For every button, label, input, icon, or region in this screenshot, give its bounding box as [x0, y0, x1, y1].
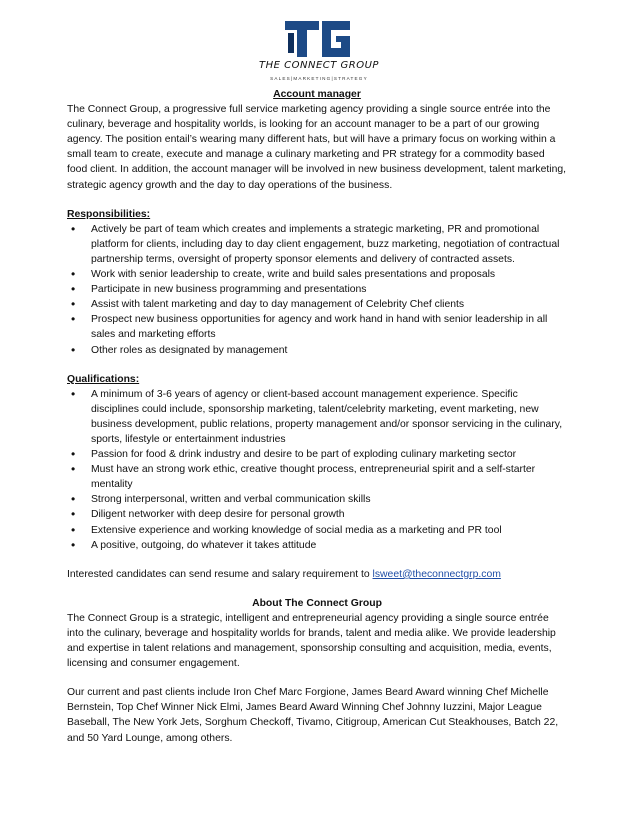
email-link[interactable]: lsweet@theconnectgrp.com	[372, 568, 501, 580]
logo-tagline: SALES|MARKETING|STRATEGY	[270, 76, 368, 81]
list-item: • Other roles as designated by management	[67, 343, 567, 358]
list-item: • Participate in new business programming and presentations	[67, 282, 567, 297]
job-intro: The Connect Group, a progressive full service marketing agency providing a single source entrée into the culinary, beverage and hospitality worlds, is looking for an account manager to be a part of our growing agency. The position entail’s wearing many different hats, but will have a primary focus on working within a small team to create, execute and manage a culinary marketing and PR strategy for a commodity based food client. In addition, the account manager will be involved in new business development, talent marketing, strategic agency growth and the day to day operations of the business.	[67, 104, 567, 191]
qualifications-list	[67, 387, 567, 553]
about-paragraph-2: Our current and past clients include Iron Chef Marc Forgione, James Beard Award winning Chef Michelle Bernstein, Top Chef Winner Nick Elmi, James Beard Award Winning Chef Johnny Iuzzini, Major League Baseball, The New York Jets, Sorghum Checkoff, Tivamo, Citigroup, American Cut Steakhouses, Batch 22, and 50 Yard Lounge, among others.	[67, 687, 559, 744]
apply-text: Interested candidates can send resume and salary requirement to	[67, 568, 373, 580]
responsibilities-heading: Responsibilities:	[67, 208, 151, 220]
list-item: • A positive, outgoing, do whatever it takes attitude	[67, 538, 567, 553]
about-paragraph-1: The Connect Group is a strategic, intelligent and entrepreneurial agency providing a single source entrée into the culinary, beverage and hospitality worlds for brands, talent and media alike. We provide leadership and expertise in talent relations and management, sponsorship consulting and acquisition, media, events, licensing and consumer engagement.	[67, 612, 556, 670]
logo-name: THE CONNECT GROUP	[259, 60, 379, 71]
list-item: • Extensive experience and working knowledge of social media as a marketing and PR tool	[67, 523, 567, 538]
qualifications-heading: Qualifications:	[67, 373, 140, 385]
list-item: • A minimum of 3-6 years of agency or client-based account management experience. Specific disciplines could include, sponsorship marketing, talent/celebrity marketing, event marketing, new business development, public relations, property management and/or sponsor servicing in the culinary, sports, lifestyle or entertainment industries	[67, 387, 567, 447]
list-item: • Diligent networker with deep desire for personal growth	[67, 507, 567, 522]
responsibilities-list	[67, 222, 567, 358]
about-title: About The Connect Group	[252, 597, 382, 609]
list-item: • Passion for food & drink industry and desire to be part of exploding culinary marketing sector	[67, 447, 567, 462]
company-logo	[230, 18, 405, 80]
list-item: • Strong interpersonal, written and verbal communication skills	[67, 492, 567, 507]
apply-line	[67, 567, 567, 582]
list-item: • Assist with talent marketing and day to day management of Celebrity Chef clients	[67, 297, 567, 312]
list-item: • Prospect new business opportunities for agency and work hand in hand with senior leadership in all sales and marketing efforts	[67, 312, 567, 342]
list-item: • Actively be part of team which creates and implements a strategic marketing, PR and promotional platform for clients, including day to day client engagement, buzz marketing, negotiation of contractual partnership terms, oversight of property sponsor elements and delivery of contracted assets.	[67, 222, 567, 267]
document-body	[67, 85, 567, 746]
list-item: • Must have an strong work ethic, creative thought process, entrepreneurial spirit and a self-starter mentality	[67, 462, 567, 492]
job-title: Account manager	[273, 89, 361, 100]
list-item: • Work with senior leadership to create, write and build sales presentations and proposals	[67, 267, 567, 282]
